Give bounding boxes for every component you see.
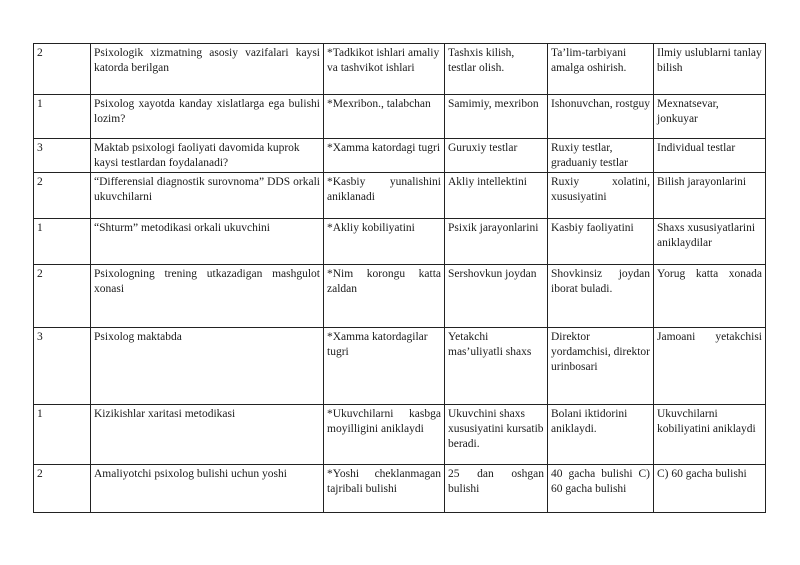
answer-option-cell: Ishonuvchan, rostguy [548,95,654,139]
difficulty-cell: 3 [34,328,91,405]
table-row [34,465,766,513]
answer-option-cell: Individual testlar [654,139,766,173]
answer-option-cell: Kasbiy faoliyatini [548,219,654,265]
table-row [34,219,766,265]
answer-option-cell: Ta’lim-tarbiyani amalga oshirish. [548,44,654,95]
question-cell: Amaliyotchi psixolog bulishi uchun yoshi [91,465,324,513]
answer-option-cell: Akliy intellektini [445,173,548,219]
answer-option-cell: Yetakchi mas’uliyatli shaxs [445,328,548,405]
correct-answer-cell: *Ukuvchilarni kasbga moyilligini aniklaydi [324,405,445,465]
answer-option-cell: Bolani iktidorini aniklaydi. [548,405,654,465]
difficulty-cell: 1 [34,95,91,139]
answer-option-cell: Jamoani yetakchisi [654,328,766,405]
correct-answer-cell: *Tadkikot ishlari amaliy va tashvikot ishlari [324,44,445,95]
answer-option-cell: Tashxis kilish, testlar olish. [445,44,548,95]
table-row [34,328,766,405]
answer-option-cell: Ruxiy testlar, graduaniy testlar [548,139,654,173]
difficulty-cell: 3 [34,139,91,173]
table-row [34,95,766,139]
correct-answer-cell: *Xamma katordagi tugri [324,139,445,173]
answer-option-cell: Ruxiy xolatini, xususiyatini [548,173,654,219]
question-cell: “Differensial diagnostik surovnoma” DDS orkali ukuvchilarni [91,173,324,219]
difficulty-cell: 1 [34,405,91,465]
answer-option-cell: Psixik jarayonlarini [445,219,548,265]
answer-option-cell: Shaxs xususiyatlarini aniklaydilar [654,219,766,265]
answer-option-cell: Mexnatsevar, jonkuyar [654,95,766,139]
answer-option-cell: Ilmiy uslublarni tanlay bilish [654,44,766,95]
question-cell: Maktab psixologi faoliyati davomida kuprok kaysi testlardan foydalanadi? [91,139,324,173]
table-row [34,265,766,328]
answer-option-cell: Direktor yordamchisi, direktor urinbosari [548,328,654,405]
question-cell: Psixologning trening utkazadigan mashgulot xonasi [91,265,324,328]
difficulty-cell: 2 [34,265,91,328]
question-cell: Psixologik xizmatning asosiy vazifalari kaysi katorda berilgan [91,44,324,95]
question-cell: “Shturm” metodikasi orkali ukuvchini [91,219,324,265]
table-row [34,173,766,219]
correct-answer-cell: *Mexribon., talabchan [324,95,445,139]
table-row [34,139,766,173]
question-cell: Psixolog xayotda kanday xislatlarga ega bulishi lozim? [91,95,324,139]
table-row [34,405,766,465]
answer-option-cell: 40 gacha bulishi C) 60 gacha bulishi [548,465,654,513]
answer-option-cell: 25 dan oshgan bulishi [445,465,548,513]
question-cell: Kizikishlar xaritasi metodikasi [91,405,324,465]
difficulty-cell: 1 [34,219,91,265]
answer-option-cell: Ukuvchini shaxs xususiyatini kursatib beradi. [445,405,548,465]
answer-option-cell: Ukuvchilarni kobiliyatini aniklaydi [654,405,766,465]
question-cell: Psixolog maktabda [91,328,324,405]
difficulty-cell: 2 [34,173,91,219]
answer-option-cell: Bilish jarayonlarini [654,173,766,219]
correct-answer-cell: *Xamma katordagilar tugri [324,328,445,405]
correct-answer-cell: *Yoshi cheklanmagan tajribali bulishi [324,465,445,513]
answer-option-cell: C) 60 gacha bulishi [654,465,766,513]
answer-option-cell: Sershovkun joydan [445,265,548,328]
answer-option-cell: Guruxiy testlar [445,139,548,173]
answer-option-cell: Yorug katta xonada [654,265,766,328]
table-row [34,44,766,95]
correct-answer-cell: *Kasbiy yunalishini aniklanadi [324,173,445,219]
test-questions-table [33,43,766,513]
difficulty-cell: 2 [34,44,91,95]
answer-option-cell: Shovkinsiz joydan iborat buladi. [548,265,654,328]
correct-answer-cell: *Akliy kobiliyatini [324,219,445,265]
difficulty-cell: 2 [34,465,91,513]
correct-answer-cell: *Nim korongu katta zaldan [324,265,445,328]
answer-option-cell: Samimiy, mexribon [445,95,548,139]
